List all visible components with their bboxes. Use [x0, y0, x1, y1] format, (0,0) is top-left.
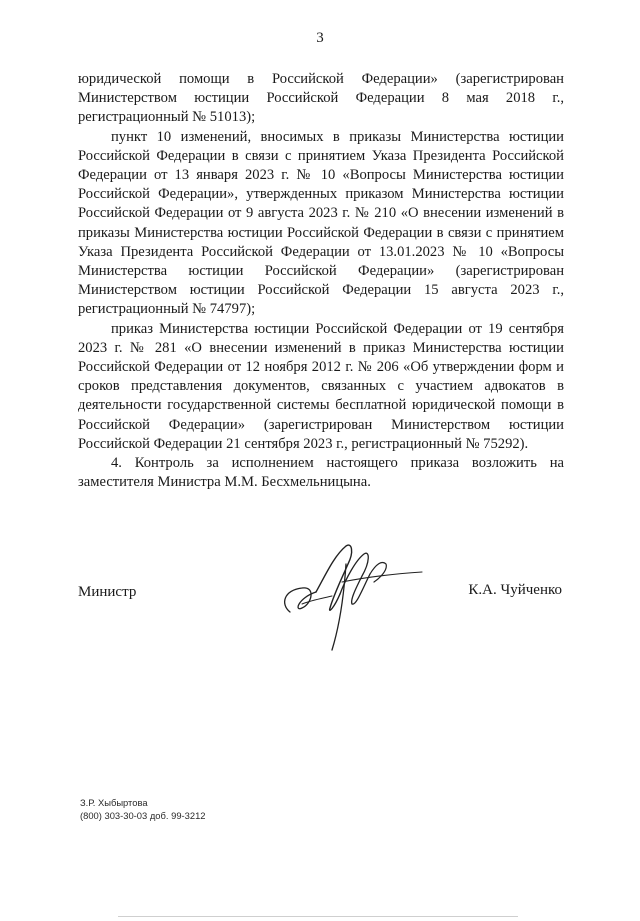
executor-phone: (800) 303-30-03 доб. 99-3212 — [80, 810, 206, 821]
document-body — [78, 70, 564, 492]
executor-block — [80, 796, 206, 822]
paragraph-continuation: юридической помощи в Российской Федерации» (зарегистрирован Министерством юстиции Российской Федерации 8 мая 2018 г., регистрационный № 51013); — [78, 71, 564, 126]
page-number: 3 — [316, 30, 324, 46]
scan-edge-line — [118, 916, 518, 917]
handwritten-signature — [272, 534, 432, 654]
paragraph-item-10: пункт 10 изменений, вносимых в приказы Министерства юстиции Российской Федерации в связи с принятием Указа Президента Российской Федерации от 13 января 2023 г. № 10 «Вопросы Министерства юстиции Российской Федерации», утвержденных приказом Министерства юстиции Российской Федерации от 9 августа 2023 г. № 210 «О внесении изменений в приказы Министерства юстиции Российской Федерации в связи с принятием Указа Президента Российской Федерации от 13.01.2023 № 10 «Вопросы Министерства юстиции Российской Федерации» (зарегистрирован Министерством юстиции Российской Федерации 15 августа 2023 г., регистрационный № 74797); — [78, 128, 564, 318]
signer-title: Министр — [78, 584, 137, 600]
paragraph-control: 4. Контроль за исполнением настоящего приказа возложить на заместителя Министра М.М. Бесхмельницына. — [78, 455, 564, 491]
executor-name: З.Р. Хыбыртова — [80, 797, 148, 808]
paragraph-order-281: приказ Министерства юстиции Российской Федерации от 19 сентября 2023 г. № 281 «О внесении изменений в приказ Министерства юстиции Российской Федерации от 12 ноября 2012 г. № 206 «Об утверждении форм и сроков представления документов, связанных с участием адвокатов в деятельности государственной системы бесплатной юридической помощи в Российской Федерации» (зарегистрирован Министерством юстиции Российской Федерации 21 сентября 2023 г., регистрационный № 75292). — [78, 320, 564, 452]
signer-name: К.А. Чуйченко — [468, 582, 562, 598]
